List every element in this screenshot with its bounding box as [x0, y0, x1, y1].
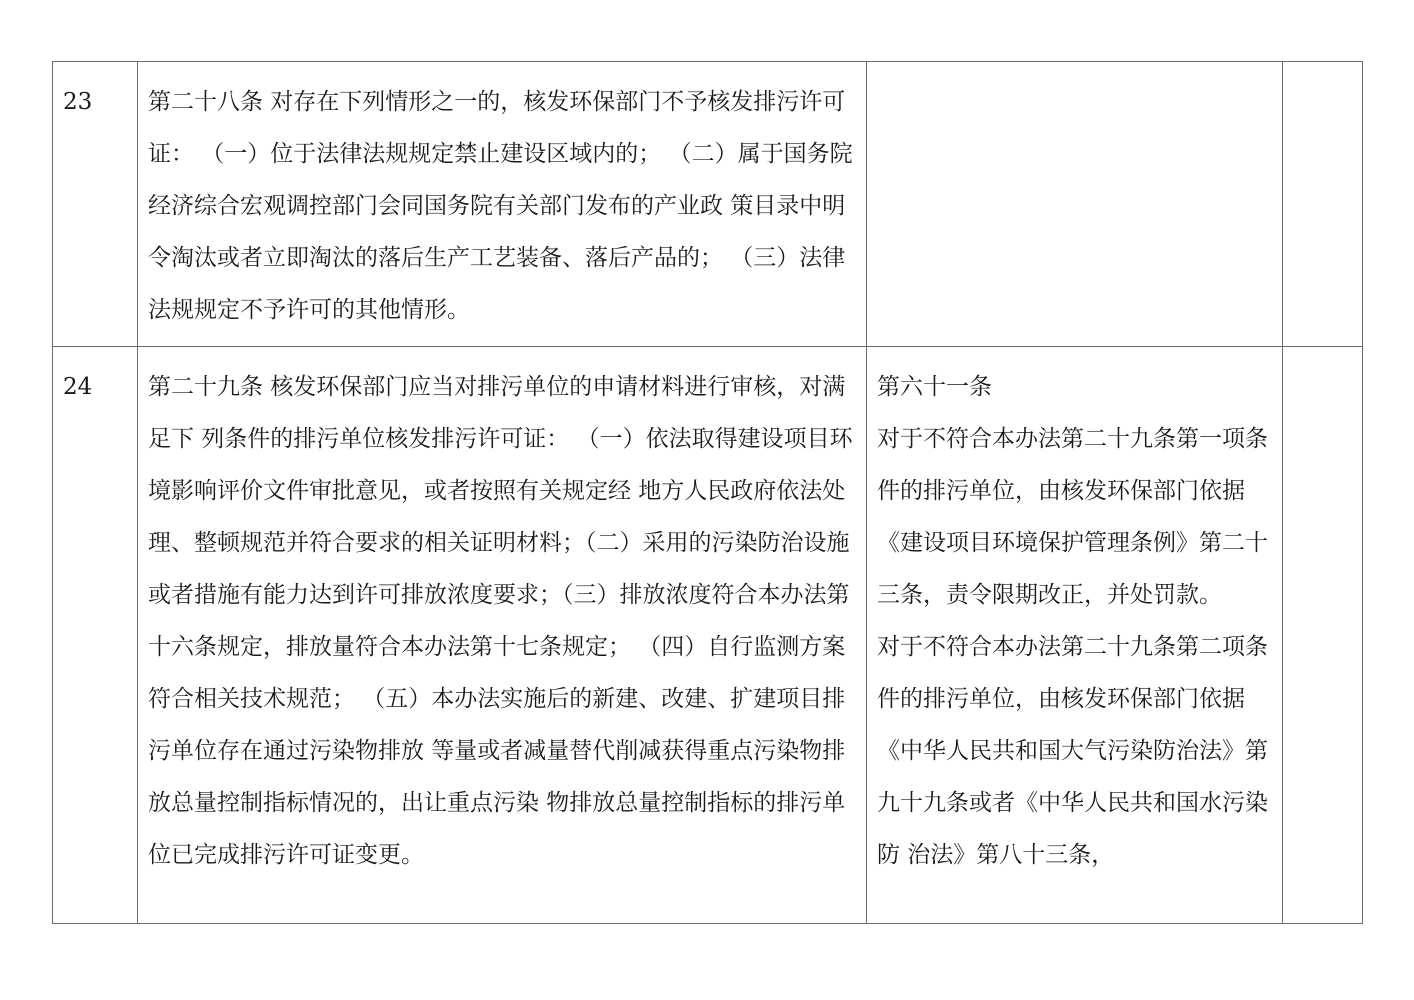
extra-cell: [1283, 347, 1363, 924]
extra-cell: [1283, 62, 1363, 347]
penalty-paragraph: 对于不符合本办法第二十九条第二项条件的排污单位，由核发环保部门依据 《中华人民共和国大气污染防治法》第九十九条或者《中华人民共和国水污染防 治法》第八十三条，: [877, 634, 1268, 868]
penalty-article-title: 第六十一条: [877, 374, 992, 400]
row-number: 24: [53, 347, 138, 924]
table-row: [53, 347, 1363, 924]
row-number: 23: [53, 62, 138, 347]
penalty-cell: [867, 347, 1283, 924]
penalty-paragraph: 对于不符合本办法第二十九条第一项条件的排污单位，由核发环保部门依据 《建设项目环境保护管理条例》第二十三条，责令限期改正，并处罚款。: [877, 426, 1268, 608]
regulation-table: [52, 61, 1363, 924]
penalty-cell: [867, 62, 1283, 347]
article-text: 第二十八条 对存在下列情形之一的，核发环保部门不予核发排污许可证： （一）位于法律法规规定禁止建设区域内的； （二）属于国务院经济综合宏观调控部门会同国务院有关部门发布的产业政 策目录中明令淘汰或者立即淘汰的落后生产工艺装备、落后产品的； （三）法律法规规定不予许可的其他情形。: [138, 62, 867, 347]
table-row: [53, 62, 1363, 347]
article-text: 第二十九条 核发环保部门应当对排污单位的申请材料进行审核，对满足下 列条件的排污单位核发排污许可证： （一）依法取得建设项目环境影响评价文件审批意见，或者按照有关规定经 地方人民政府依法处理、整顿规范并符合要求的相关证明材料；（二）采用的污染防治设施或者措施有能力达到许可排放浓度要求；（三）排放浓度符合本办法第十六条规定，排放量符合本办法第十七条规定； （四）自行监测方案符合相关技术规范； （五）本办法实施后的新建、改建、扩建项目排污单位存在通过污染物排放 等量或者减量替代削减获得重点污染物排放总量控制指标情况的，出让重点污染 物排放总量控制指标的排污单位已完成排污许可证变更。: [138, 347, 867, 924]
